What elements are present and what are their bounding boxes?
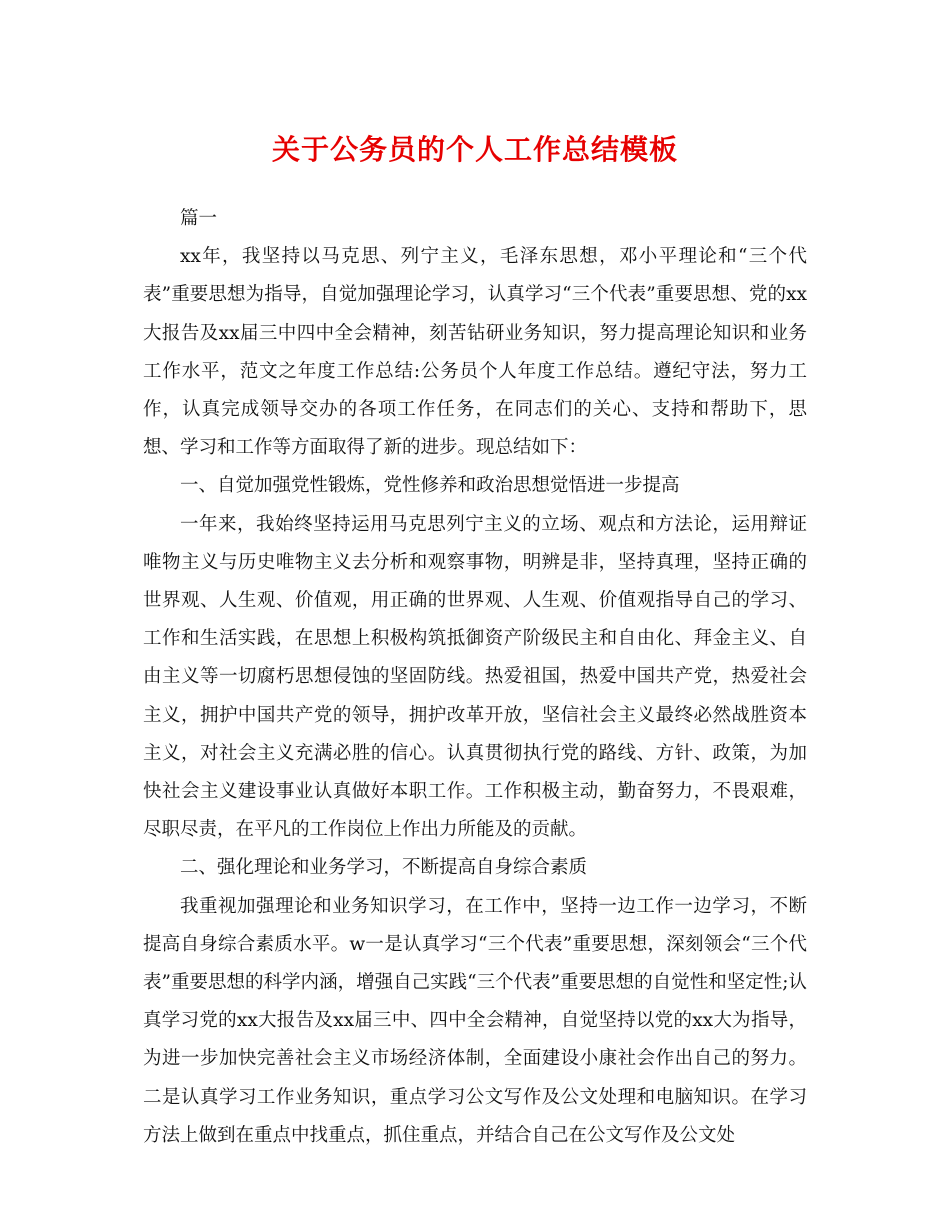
document-body bbox=[143, 200, 807, 1155]
body-paragraph: 我重视加强理论和业务知识学习，在工作中，坚持一边工作一边学习，不断提高自身综合素质水平。w一是认真学习“三个代表”重要思想，深刻领会“三个代表”重要思想的科学内涵，增强自己实践“三个代表”重要思想的自觉性和坚定性;认真学习党的xx大报告及xx届三中、四中全会精神，自觉坚持以党的xx大为指导，为进一步加快完善社会主义市场经济体制，全面建设小康社会作出自己的努力。二是认真学习工作业务知识，重点学习公文写作及公文处理和电脑知识。在学习方法上做到在重点中找重点，抓住重点，并结合自己在公文写作及公文处 bbox=[143, 895, 807, 1146]
section-heading: 一、自觉加强党性锻炼，党性修养和政治思想觉悟进一步提高 bbox=[180, 475, 680, 497]
body-paragraph: 一年来，我始终坚持运用马克思列宁主义的立场、观点和方法论，运用辩证唯物主义与历史唯物主义去分析和观察事物，明辨是非，坚持真理，坚持正确的世界观、人生观、价值观，用正确的世界观、人生观、价值观指导自己的学习、工作和生活实践，在思想上积极构筑抵御资产阶级民主和自由化、拜金主义、自由主义等一切腐朽思想侵蚀的坚固防线。热爱祖国，热爱中国共产党，热爱社会主义，拥护中国共产党的领导，拥护改革开放，坚信社会主义最终必然战胜资本主义，对社会主义充满必胜的信心。认真贯彻执行党的路线、方针、政策，为加快社会主义建设事业认真做好本职工作。工作积极主动，勤奋努力，不畏艰难，尽职尽责，在平凡的工作岗位上作出力所能及的贡献。 bbox=[143, 513, 807, 841]
section-label: 篇一 bbox=[180, 208, 218, 229]
document-title: 关于公务员的个人工作总结模板 bbox=[271, 133, 678, 166]
section-heading: 二、强化理论和业务学习，不断提高自身综合素质 bbox=[180, 857, 588, 879]
body-paragraph: xx年，我坚持以马克思、列宁主义，毛泽东思想，邓小平理论和“三个代表”重要思想为指导，自觉加强理论学习，认真学习“三个代表”重要思想、党的xx大报告及xx届三中四中全会精神，刻苦钻研业务知识，努力提高理论知识和业务工作水平，范文之年度工作总结:公务员个人年度工作总结。遵纪守法，努力工作，认真完成领导交办的各项工作任务，在同志们的关心、支持和帮助下，思想、学习和工作等方面取得了新的进步。现总结如下： bbox=[143, 246, 807, 459]
